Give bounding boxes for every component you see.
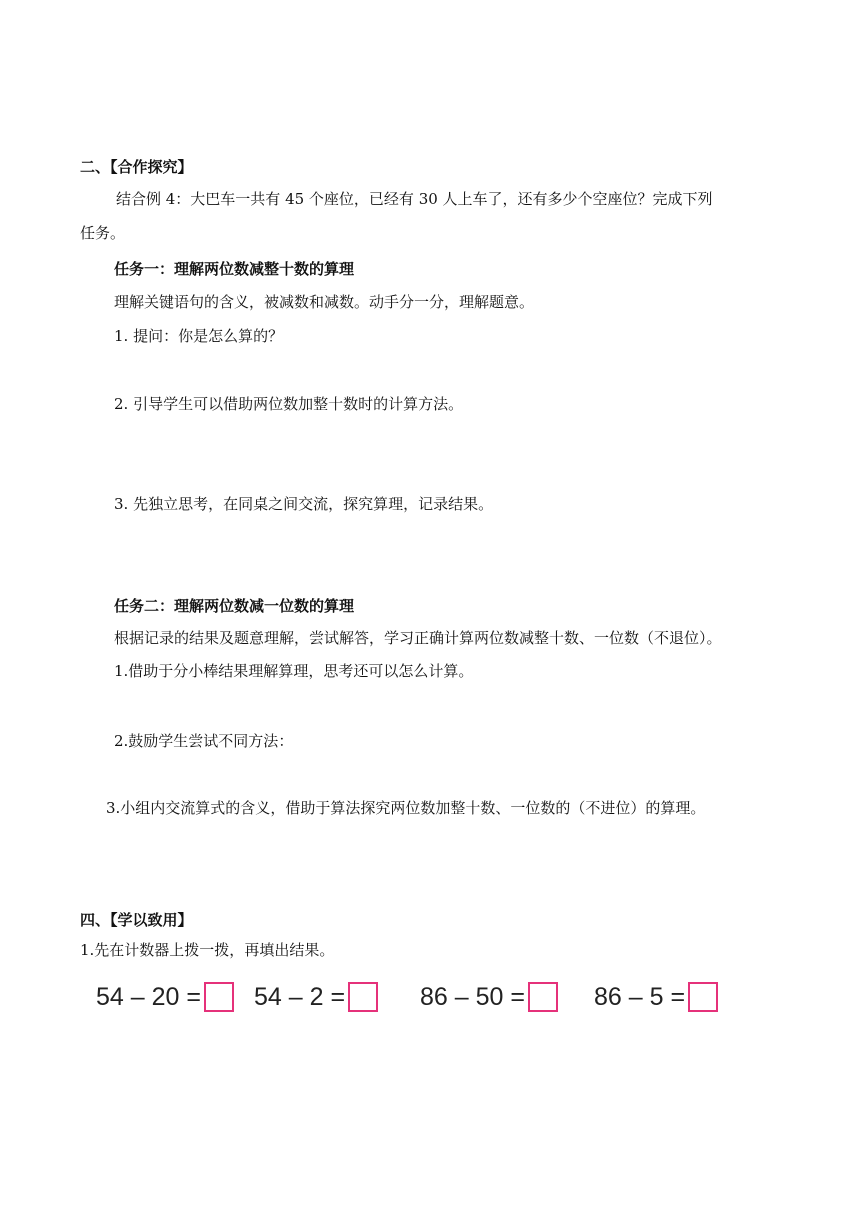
equation-1 xyxy=(96,978,234,1016)
equation-2 xyxy=(254,978,378,1016)
equation-2-answer-box[interactable] xyxy=(348,982,378,1012)
section2-intro-line1: 结合例 4：大巴车一共有 45 个座位，已经有 30 人上车了，还有多少个空座位？完成下列 xyxy=(116,190,713,208)
task1-title: 任务一：理解两位数减整十数的算理 xyxy=(114,260,355,278)
task1-step-3: 3. 先独立思考，在同桌之间交流，探究算理，记录结果。 xyxy=(114,495,494,513)
equation-3 xyxy=(420,978,558,1016)
task2-step-1: 1.借助于分小棒结果理解算理，思考还可以怎么计算。 xyxy=(114,662,474,680)
equation-4 xyxy=(594,978,718,1016)
task2-step-3: 3.小组内交流算式的含义，借助于算法探究两位数加整十数、一位数的（不进位）的算理。 xyxy=(106,799,706,817)
equation-row xyxy=(96,978,756,1016)
task1-step-1: 1. 提问：你是怎么算的？ xyxy=(114,327,284,345)
section2-intro-line2: 任务。 xyxy=(80,224,126,242)
section4-instruction: 1.先在计数器上拨一拨，再填出结果。 xyxy=(80,941,335,959)
equation-1-expression: 54 – 20 = xyxy=(96,982,201,1011)
section2-heading: 二、【合作探究】 xyxy=(80,158,193,176)
equation-4-answer-box[interactable] xyxy=(688,982,718,1012)
equation-2-expression: 54 – 2 = xyxy=(254,982,346,1011)
equation-4-expression: 86 – 5 = xyxy=(594,982,686,1011)
equation-1-answer-box[interactable] xyxy=(204,982,234,1012)
section4-heading: 四、【学以致用】 xyxy=(80,911,193,929)
equation-3-answer-box[interactable] xyxy=(528,982,558,1012)
task2-step-2: 2.鼓励学生尝试不同方法： xyxy=(114,732,294,750)
task1-description: 理解关键语句的含义，被减数和减数。动手分一分，理解题意。 xyxy=(114,293,535,311)
task1-step-2: 2. 引导学生可以借助两位数加整十数时的计算方法。 xyxy=(114,395,464,413)
equation-3-expression: 86 – 50 = xyxy=(420,982,525,1011)
task2-title: 任务二：理解两位数减一位数的算理 xyxy=(114,597,355,615)
task2-description: 根据记录的结果及题意理解，尝试解答，学习正确计算两位数减整十数、一位数（不退位）。 xyxy=(114,629,722,647)
